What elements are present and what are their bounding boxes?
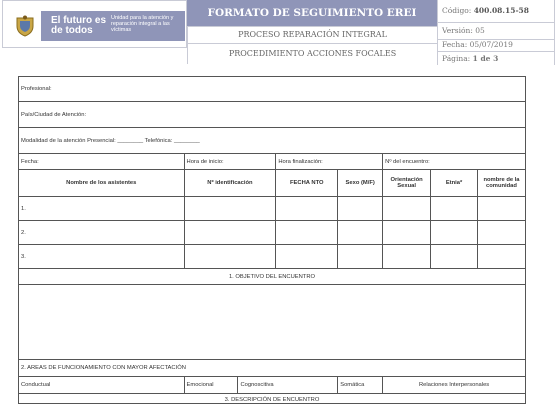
- row-number[interactable]: 1.: [19, 197, 185, 221]
- code-cell: [438, 0, 554, 23]
- cell[interactable]: [478, 221, 526, 245]
- logo-title: El futuro es de todos: [51, 15, 107, 36]
- cell[interactable]: [276, 221, 338, 245]
- page-value: 1 de 3: [472, 54, 499, 63]
- header-meta: [437, 0, 555, 65]
- cell[interactable]: [431, 197, 478, 221]
- fecha-field[interactable]: Fecha:: [19, 154, 185, 170]
- attendance-form: [18, 76, 526, 404]
- num-encuentro-field[interactable]: Nº del encuentro:: [383, 154, 526, 170]
- col-header-etnia: Etnia*: [431, 170, 478, 197]
- row-number[interactable]: 2.: [19, 221, 185, 245]
- document-header: [0, 0, 555, 65]
- process-label: PROCESO REPARACIÓN INTEGRAL: [187, 27, 437, 44]
- col-header-fecha-nto: FECHA NTO: [276, 170, 338, 197]
- cell[interactable]: [478, 197, 526, 221]
- descripcion-header: 3. DESCRIPCIÓN DE ENCUENTRO: [19, 394, 526, 404]
- cell[interactable]: [184, 245, 276, 269]
- area-emocional[interactable]: Emocional: [184, 377, 238, 394]
- cell[interactable]: [184, 221, 276, 245]
- table-row: [19, 197, 526, 221]
- logo-block: [2, 0, 187, 48]
- hora-fin-field[interactable]: Hora finalización:: [276, 154, 383, 170]
- col-header-identificacion: Nº identificación: [184, 170, 276, 197]
- profesional-field[interactable]: Profesional:: [19, 77, 526, 102]
- row-number[interactable]: 3.: [19, 245, 185, 269]
- cell[interactable]: [276, 245, 338, 269]
- header-center: [187, 0, 437, 65]
- cell[interactable]: [431, 221, 478, 245]
- date-cell: Fecha: 05/07/2019: [438, 40, 554, 52]
- cell[interactable]: [338, 197, 383, 221]
- cell[interactable]: [338, 245, 383, 269]
- objetivo-textarea[interactable]: [19, 285, 526, 360]
- area-conductual[interactable]: Conductual: [19, 377, 185, 394]
- table-row: [19, 221, 526, 245]
- page-label: Página:: [442, 54, 471, 63]
- col-header-sexo: Sexo (M/F): [338, 170, 383, 197]
- area-cognoscitiva[interactable]: Cognoscitiva: [238, 377, 338, 394]
- form-title: FORMATO DE SEGUIMIENTO EREI: [187, 0, 437, 27]
- col-header-comunidad: nombre de la comunidad: [478, 170, 526, 197]
- cell[interactable]: [478, 245, 526, 269]
- cell[interactable]: [383, 221, 431, 245]
- cell[interactable]: [184, 197, 276, 221]
- cell[interactable]: [338, 221, 383, 245]
- code-value: 400.08.15-58: [473, 6, 529, 15]
- logo-subtitle: Unidad para la atención y reparación integral a las víctimas: [111, 15, 174, 34]
- version-cell: Versión: 05: [438, 23, 554, 40]
- cell[interactable]: [383, 197, 431, 221]
- modalidad-field[interactable]: Modalidad de la atención Presencial: ________ Telefónica: ________: [19, 128, 526, 154]
- areas-header: 2. AREAS DE FUNCIONAMIENTO CON MAYOR AFECTACIÓN: [19, 360, 526, 377]
- cell[interactable]: [383, 245, 431, 269]
- cell[interactable]: [431, 245, 478, 269]
- procedure-label: PROCEDIMIENTO ACCIONES FOCALES: [187, 44, 437, 64]
- area-relaciones[interactable]: Relaciones Interpersonales: [383, 377, 526, 394]
- page-cell: [438, 52, 554, 66]
- col-header-orientacion: Orientación Sexual: [383, 170, 431, 197]
- col-header-nombre: Nombre de los asistentes: [19, 170, 185, 197]
- code-label: Código:: [442, 6, 472, 15]
- objetivo-header: 1. OBJETIVO DEL ENCUENTRO: [19, 269, 526, 285]
- table-row: [19, 245, 526, 269]
- hora-inicio-field[interactable]: Hora de inicio:: [184, 154, 276, 170]
- coat-of-arms-icon: [15, 15, 35, 37]
- area-somatica[interactable]: Somática: [338, 377, 383, 394]
- cell[interactable]: [276, 197, 338, 221]
- pais-field[interactable]: País/Ciudad de Atención:: [19, 102, 526, 128]
